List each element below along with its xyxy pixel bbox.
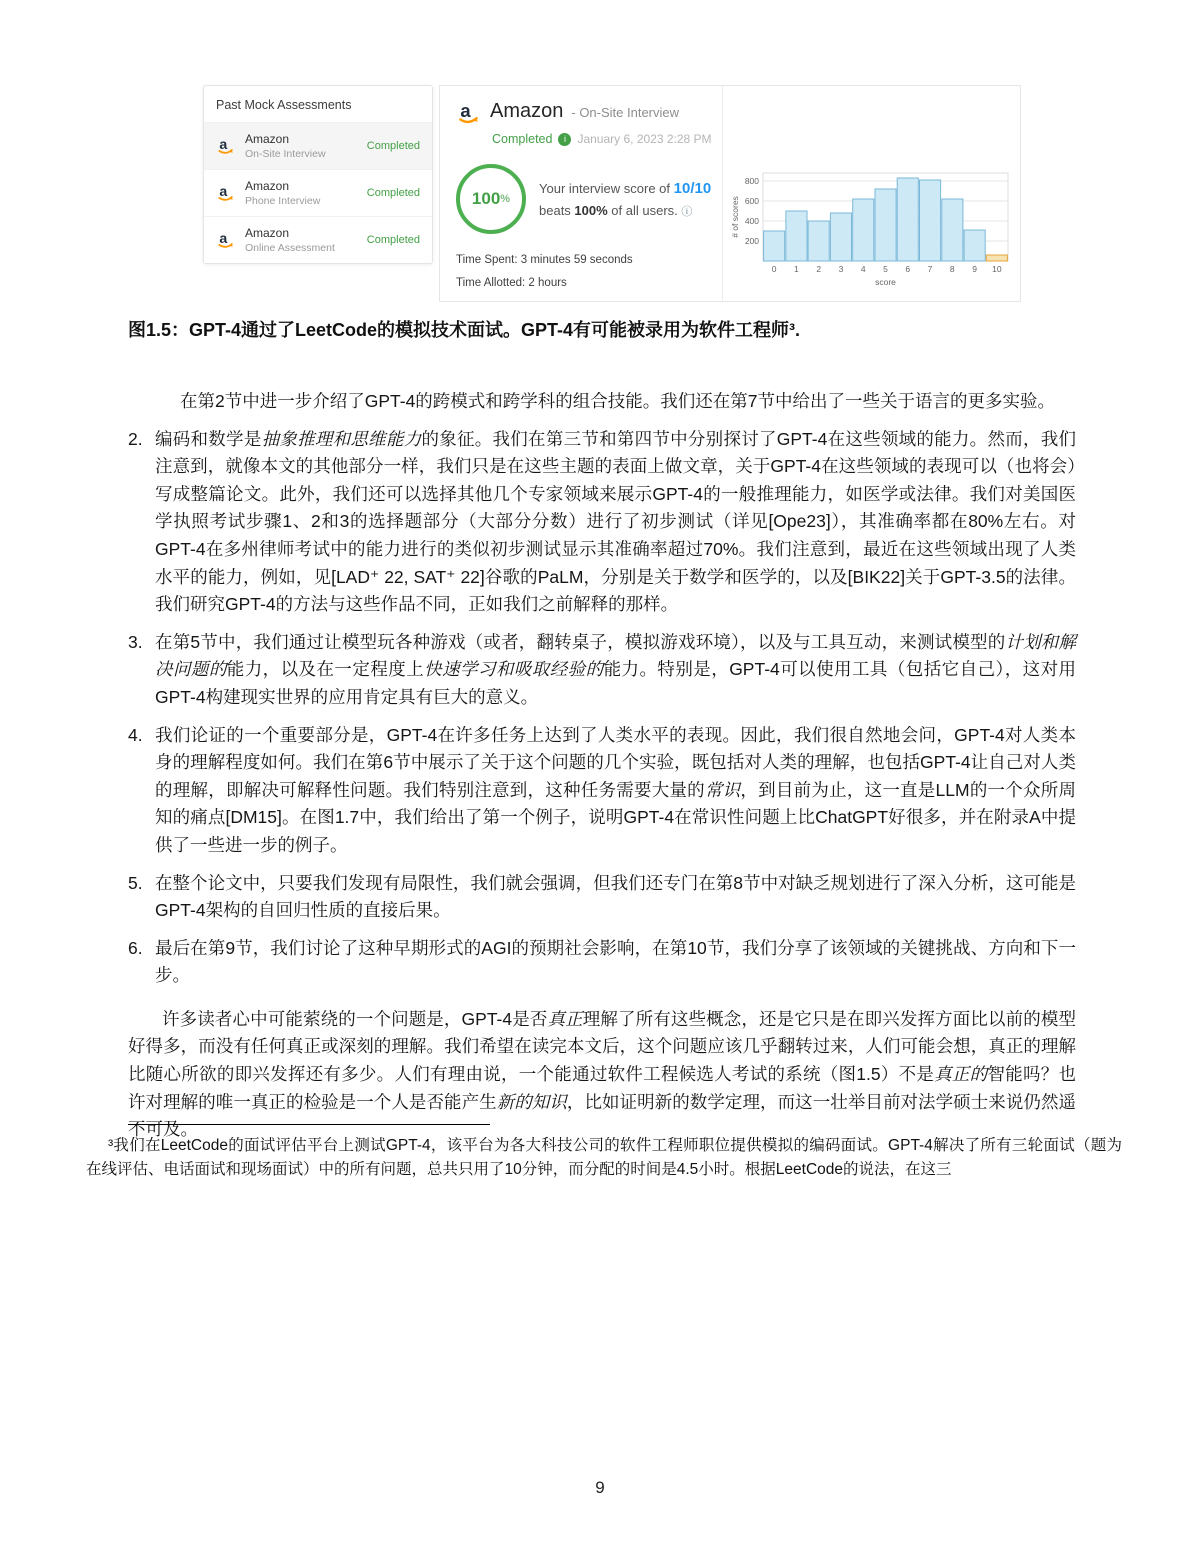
item-number: 2.: [128, 428, 143, 449]
list-item: [128, 722, 1076, 860]
body-text: [128, 388, 1076, 1144]
status-info-icon: i: [558, 133, 571, 146]
svg-text:3: 3: [838, 264, 844, 274]
amazon-smile-icon: [456, 100, 482, 126]
info-icon: ⓘ: [681, 205, 693, 218]
item-text: 在第5节中，我们通过让模型玩各种游戏（或者，翻转桌子，模拟游戏环境），以及与工具互动，来测试模型的计划和解决问题的能力，以及在一定程度上快速学习和吸取经验的能力。特别是，GPT-4可以使用工具（包括它自己），这对用GPT-4构建现实世界的应用肯定具有巨大的意义。: [155, 631, 1077, 707]
assessment-list-item: [204, 216, 432, 263]
svg-text:a: a: [219, 136, 228, 153]
assessment-type: Phone Interview: [245, 195, 321, 207]
past-assessments-title: Past Mock Assessments: [216, 98, 352, 112]
status-completed-label: Completed: [492, 132, 553, 146]
page-number: 9: [595, 1478, 605, 1497]
item-number: 5.: [128, 872, 143, 893]
status-completed-label: Completed: [366, 187, 420, 199]
score-percent-value: 100: [471, 189, 501, 208]
list-item: [128, 870, 1076, 925]
company-name: Amazon: [245, 179, 290, 193]
svg-text:2: 2: [816, 264, 822, 274]
score-line1: Your interview score of: [539, 181, 674, 197]
svg-text:a: a: [219, 183, 228, 200]
score-line2-suffix: of all users.: [607, 202, 678, 218]
svg-text:6: 6: [905, 264, 911, 274]
time-allotted-label: Time Allotted: 2 hours: [456, 277, 567, 289]
figure-1-5: [203, 85, 1021, 302]
assessment-type: Online Assessment: [245, 242, 335, 254]
status-completed-label: Completed: [366, 140, 420, 152]
list-item: [128, 426, 1076, 619]
amazon-smile-icon: [216, 136, 236, 156]
assessment-type: On-Site Interview: [245, 148, 326, 160]
past-assessments-card: [203, 85, 433, 264]
intro-paragraph: 在第2节中进一步介绍了GPT-4的跨模式和跨学科的组合技能。我们还在第7节中给出了一些关于语言的更多实验。: [180, 391, 1056, 411]
assessment-list-item: [204, 122, 432, 169]
score-distribution-panel: [722, 86, 1020, 301]
amazon-logo-icon: [216, 230, 236, 250]
numbered-list: [128, 426, 1076, 990]
assessment-item-texts: [245, 179, 320, 207]
svg-text:5: 5: [883, 264, 888, 274]
svg-text:1: 1: [794, 264, 799, 274]
company-name: Amazon: [245, 132, 290, 146]
assessment-item-texts: [245, 226, 335, 254]
score-line2-prefix: beats: [539, 202, 575, 218]
company-name: Amazon: [490, 100, 564, 122]
assessment-header: [456, 100, 722, 126]
footnote-text: ³我们在LeetCode的面试评估平台上测试GPT-4，该平台为各大科技公司的软件工程师职位提供模拟的编码面试。GPT-4解决了所有三轮面试（题为在线评估、电话面试和现场面试）中的所有问题，总共只用了10分钟，而分配的时间是4.5小时。根据LeetCode的说法，在这三: [86, 1137, 1122, 1178]
svg-text:a: a: [219, 230, 228, 247]
amazon-smile-icon: [216, 230, 236, 250]
assessment-detail-card: [439, 85, 1021, 302]
interview-type-label: - On-Site Interview: [571, 105, 680, 120]
svg-text:# of scores: # of scores: [730, 196, 740, 238]
list-item: [128, 935, 1076, 990]
score-row: [456, 164, 722, 234]
svg-text:0: 0: [771, 264, 777, 274]
amazon-smile-icon: [216, 183, 236, 203]
item-text: 我们论证的一个重要部分是，GPT-4在许多任务上达到了人类水平的表现。因此，我们很自然地会问，GPT-4对人类本身的理解程度如何。我们在第6节中展示了关于这个问题的几个实验，既包括对人类的理解，也包括GPT-4让自己对人类的理解，即解决可解释性问题。我们特别注意到，这种任务需要大量的常识，到目前为止，这一直是LLM的一个众所周知的痛点[DM15]。在图1.7中，我们给出了第一个例子，说明GPT-4在常识性问题上比ChatGPT好很多，并在附录A中提供了一些进一步的例子。: [155, 724, 1077, 855]
assessment-detail-info: [440, 86, 722, 301]
status-completed-label: Completed: [366, 234, 420, 246]
item-text: 在整个论文中，只要我们发现有局限性，我们就会强调，但我们还专门在第8节中对缺乏规划进行了深入分析，这可能是GPT-4架构的自回归性质的直接后果。: [155, 872, 1076, 921]
score-ring: [456, 164, 526, 234]
score-histogram: [729, 169, 1014, 287]
company-name: Amazon: [245, 226, 290, 240]
svg-text:score: score: [875, 277, 896, 287]
score-percent-sign: %: [500, 193, 511, 205]
score-beats-percent: 100%: [574, 202, 608, 218]
status-row: [492, 132, 722, 146]
score-summary-text: [539, 177, 711, 220]
footnote-rule: [128, 1124, 490, 1125]
item-number: 4.: [128, 724, 143, 745]
svg-text:400: 400: [744, 216, 759, 226]
time-spent-label: Time Spent: 3 minutes 59 seconds: [456, 254, 633, 266]
score-fraction: 10/10: [673, 180, 712, 198]
assessment-item-texts: [245, 132, 326, 160]
svg-text:10: 10: [992, 264, 1002, 274]
amazon-logo-icon: [456, 100, 482, 126]
closing-paragraph: 许多读者心中可能萦绕的一个问题是，GPT-4是否真正理解了所有这些概念，还是它只是在即兴发挥方面比以前的模型好得多，而没有任何真正或深刻的理解。我们希望在读完本文后，这个问题应该几乎翻转过来，人们可能会想，真正的理解比随心所欲的即兴发挥还有多少。人们有理由说，一个能通过软件工程候选人考试的系统（图1.5）不是真正的智能吗？也许对理解的唯一真正的检验是一个人是否能产生新的知识，比如证明新的数学定理，而这一壮举目前对法学硕士来说仍然遥不可及。: [128, 1008, 1077, 1140]
svg-text:7: 7: [927, 264, 933, 274]
svg-text:a: a: [460, 100, 471, 121]
list-item: [128, 629, 1076, 712]
assessment-date: January 6, 2023 2:28 PM: [577, 132, 712, 146]
figure-caption: 图1.5：GPT-4通过了LeetCode的模拟技术面试。GPT-4有可能被录用为软件工程师³.: [128, 320, 801, 340]
svg-text:600: 600: [744, 196, 759, 206]
svg-text:4: 4: [860, 264, 866, 274]
svg-text:8: 8: [949, 264, 955, 274]
time-block: [456, 254, 722, 289]
svg-text:9: 9: [972, 264, 977, 274]
item-text: 编码和数学是抽象推理和思维能力的象征。我们在第三节和第四节中分别探讨了GPT-4在这些领域的能力。然而，我们注意到，就像本文的其他部分一样，我们只是在这些主题的表面上做文章，关于GPT-4在这些领域的表现可以（也将会）写成整篇论文。此外，我们还可以选择其他几个专家领域来展示GPT-4的一般推理能力，如医学或法律。我们对美国医学执照考试步骤1、2和3的选择题部分（大部分分数）进行了初步测试（详见[Ope23]），其准确率都在80%左右。对GPT-4在多州律师考试中的能力进行的类似初步测试显示其准确率超过70%。我们注意到，最近在这些领域出现了人类水平的能力，例如，见[LAD⁺ 22, SAT⁺ 22]谷歌的PaLM，分别是关于数学和医学的，以及[BIK22]关于GPT-3.5的法律。我们研究GPT-4的方法与这些作品不同，正如我们之前解释的那样。: [155, 428, 1077, 615]
svg-text:800: 800: [744, 176, 759, 186]
assessment-list: [204, 122, 432, 263]
item-text: 最后在第9节，我们讨论了这种早期形式的AGI的预期社会影响，在第10节，我们分享了该领域的关键挑战、方向和下一步。: [155, 937, 1076, 986]
assessment-list-item: [204, 169, 432, 216]
item-number: 3.: [128, 631, 143, 652]
amazon-logo-icon: [216, 136, 236, 156]
item-number: 6.: [128, 937, 143, 958]
svg-text:200: 200: [744, 236, 759, 246]
amazon-logo-icon: [216, 183, 236, 203]
